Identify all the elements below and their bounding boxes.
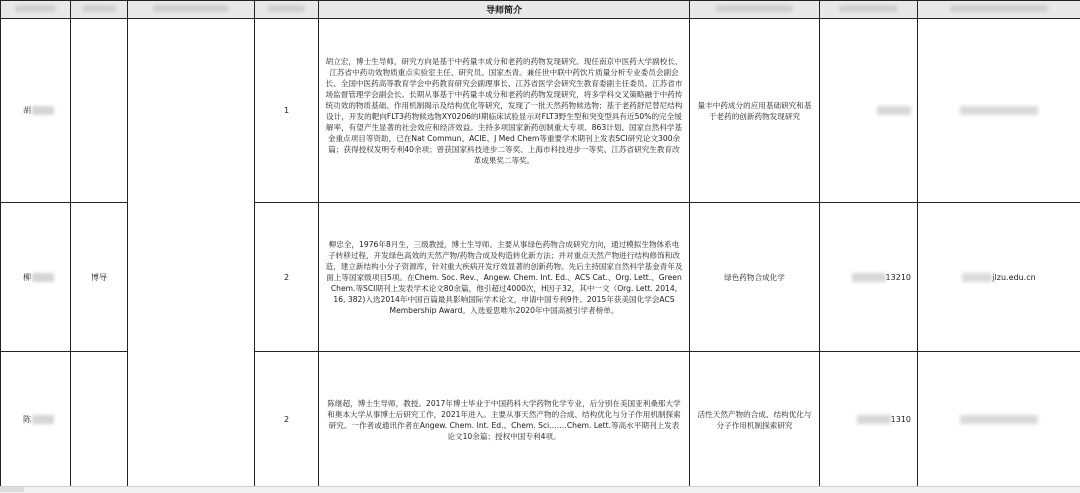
redacted-block	[32, 273, 54, 282]
name-text: 柳	[23, 273, 31, 282]
redacted-block	[852, 273, 886, 282]
header-cell-blurred-2	[71, 1, 128, 19]
email-cell	[918, 19, 1080, 203]
redacted-block	[857, 415, 891, 424]
name-cell	[1, 19, 71, 203]
direction-cell: 活性天然产物的合成、结构优化与分子作用机制探索研究	[690, 352, 820, 488]
redacted-block	[962, 273, 992, 282]
empty-cell	[128, 19, 255, 488]
redacted-block	[960, 415, 1038, 424]
table-row	[1, 19, 1080, 203]
phone-text: 13210	[886, 273, 911, 282]
email-cell	[918, 203, 1080, 352]
intro-cell: 陈继超，博士生导师，教授。2017年博士毕业于中国药科大学药物化学专业，后分别在美国亚利桑那大学和奥本大学从事博士后研究工作，2021年进入。主要从事天然产物的合成、结构优化与分子作用机制探索研究。一作者或通讯作者在Angew. Chem. Int. Ed.、Chem. Sci.……Chem. Lett.等高水平期刊上发表论文10余篇；授权中国专利4项。	[319, 352, 690, 488]
header-cell-blurred-7	[820, 1, 918, 19]
redacted-block	[32, 415, 54, 424]
header-title: 导师简介	[319, 1, 690, 19]
scrollbar-thumb[interactable]	[0, 487, 24, 492]
header-cell-blurred-4	[255, 1, 319, 19]
email-cell	[918, 352, 1080, 488]
phone-text: 1310	[891, 415, 911, 424]
header-cell-blurred-8	[918, 1, 1080, 19]
redacted-block	[32, 106, 54, 115]
name-cell	[1, 203, 71, 352]
intro-cell: 胡立宏，博士生导师，研究方向是基于中药量丰成分和老药的药物发现研究。现任南京中医药大学副校长、江苏省中药功效物质重点实验室主任、研究员、国家杰青。兼任世中联中药饮片质量分析专业委员会副会长、全国中医药高等教育学会中药教育研究会副理事长、江苏省医学会研究生教育委副主任委员、江苏省市场监督管理学会副会长。长期从事基于中药量丰成分和老药的药物发现研究，将多学科交叉策略融于中药传统功效的物质基础、作用机制揭示及结构优化等研究，发现了一批天然药物候选物；基于老药舒尼替尼结构设计，开发的靶向FLT3药物候选物XY0206的I期临床试验显示对FLT3野生型和突变型具有近50%的完全缓解率，有望产生显著的社会效应和经济效益。主持多项国家新药创制重大专项、863计划、国家自然科学基金重点项目等资助，已在Nat Commun、ACIE、J Med Chem等重要学术期刊上发表SCI研究论文300余篇；获得授权发明专利40余项；曾获国家科技进步二等奖、上海市科技进步一等奖、江苏省研究生教育改革成果奖二等奖。	[319, 19, 690, 203]
name-text: 胡	[23, 106, 31, 115]
header-cell-blurred-1	[1, 1, 71, 19]
phone-cell	[820, 352, 918, 488]
header-row	[1, 1, 1080, 19]
redacted-block	[877, 106, 911, 115]
header-cell-blurred-3	[128, 1, 255, 19]
phone-cell	[820, 203, 918, 352]
header-cell-blurred-6	[690, 1, 820, 19]
type-cell	[71, 352, 128, 488]
direction-cell: 量丰中药成分的应用基础研究和基于老药的创新药物发现研究	[690, 19, 820, 203]
email-text: jlzu.edu.cn	[992, 273, 1035, 282]
count-cell: 2	[255, 203, 319, 352]
type-cell: 博导	[71, 203, 128, 352]
count-cell: 2	[255, 352, 319, 488]
name-cell	[1, 352, 71, 488]
intro-cell: 柳忠全，1976年8月生，三级教授，博士生导师。主要从事绿色药物合成研究方向，通过模拟生物体系电子转移过程，开发绿色高效的天然产物/药物合成及构造转化新方法；并对重点天然产物进行结构修饰和改造，建立新结构小分子资源库，针对重大疾病开发疗效显著的创新药物。先后主持国家自然科学基金青年及面上等国家级项目5项。在Chem. Soc. Rev.、Angew. Chem. Int. Ed.、ACS Cat.、Org. Lett.、Green Chem.等SCI期刊上发表学术论文80余篇，他引超过4000次，H因子32，其中一文（Org. Lett. 2014, 16, 382)入选2014年中国百篇最具影响国际学术论文，申请中国专利9件。2015年获美国化学会ACS Membership Award。入选爱思唯尔2020年中国高被引学者榜单。	[319, 203, 690, 352]
name-text: 陈	[23, 415, 31, 424]
phone-cell	[820, 19, 918, 203]
type-cell	[71, 19, 128, 203]
redacted-block	[960, 106, 1038, 115]
count-cell: 1	[255, 19, 319, 203]
direction-cell: 绿色药物合成化学	[690, 203, 820, 352]
